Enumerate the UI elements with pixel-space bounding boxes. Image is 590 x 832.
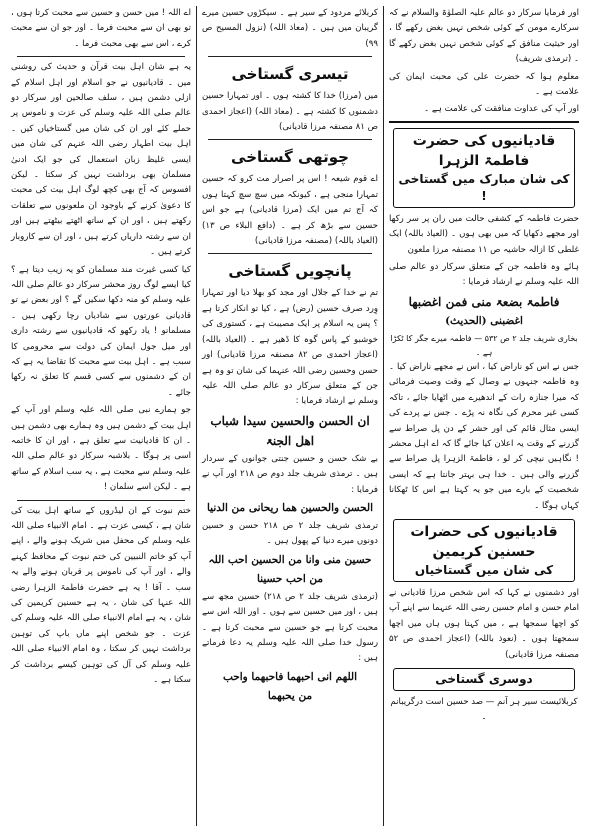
section-divider — [208, 56, 372, 57]
heading-hasnain-line2: کی شان میں گستاخیاں — [414, 562, 554, 577]
hadith-1-translation: بے شک حسن و حسین جنتی جوانوں کے سردار ہیں ۔ ترمذی شریف جلد دوم ص ۲۱۸ اور آپ نے فرمایا : — [202, 453, 378, 495]
right-column — [384, 6, 584, 826]
hadith-1-arabic: ان الحسن والحسین سیدا شباب — [210, 413, 370, 428]
left-paragraph-2: یہ ہے شان اہل بیت قرآن و حدیث کی روشنی میں ۔ قادیانیوں نے جو اسلام اور اہل اسلام کے ازلی دشمن ہیں ، سلف صالحین اور سرکار دو عالم صلی اللہ علیہ وسلم کی عزت و ناموس پر حملے کئے اور ان کی شان میں گستاخیاں کیں ۔ اہل بیت اطہار رضی اللہ عنہم کی شان میں ایسی غلیظ زبان استعمال کی جو ایک ادنیٰ مسلمان بھی برداشت نہیں کر سکتا ۔ لیکن افسوس کہ آج بھی کچھ لوگ اہل بیت کی محبت کا دعویٰ کرنے کے باوجود ان ملعونوں سے تعلقات رکھتے ہیں ، اور ان کے ساتھ اٹھتے بیٹھتے ہیں اور ان سے رشتہ داریاں کرتے ہیں ، اور ان سے کاروبار کرتے ہیں ۔ — [11, 62, 191, 258]
fatima-hadith-reference: بخاری شریف جلد ۲ ص ۵۳۲ — فاطمہ میرے جگر کا ٹکڑا ہے ۔ — [390, 333, 578, 357]
heading-third-insult: تیسری گستاخی — [231, 65, 349, 84]
hadith-2-translation: ترمذی شریف جلد ۲ ص ۲۱۸ حسن و حسین دونوں میرے دنیا کے پھول ہیں ۔ — [202, 520, 378, 547]
hadith-4b-arabic: من یحبھما — [267, 689, 313, 702]
heading-fourth-insult: چوتھی گستاخی — [231, 148, 349, 167]
fatima-paragraph-2: ہائے وہ فاطمہ جن کے متعلق سرکار دو عالم صلی اللہ علیہ وسلم نے ارشاد فرمایا : — [389, 262, 579, 288]
left-paragraph-4: جو ہمارے نبی صلی اللہ علیہ وسلم اور آپ کے اہل بیت کے دشمن ہیں وہ ہمارے بھی دشمن ہیں ۔ ان کا قادیانیت سے تعلق ہے ، اور ان کا خاتمہ اسی پر ہوگا ۔ بلاشبہ سرکار دو عالم صلی اللہ علیہ وسلم سے محبت ہے ، یہ سب اسلام کے ساتھ ہے ۔ لیکن اسے سلمان ! — [11, 405, 191, 493]
fatima-paragraph-3: جس نے اس کو ناراض کیا ، اس نے مجھے ناراض کیا ۔ وہ فاطمہ جنہوں نے وصال کے وقت وصیت فرمائی کہ میرا جنازہ رات کے اندھیرے میں اٹھایا جائے ، تاکہ کسی غیر محرم کی نگاہ نہ پڑے ۔ جس نے پردے کی ایسی مثال قائم کی اور حشر کے دن پل صراط سے گزرنے کے وقت یہ اعلان کیا جائے گا کہ اے اہل محشر ! نگاہیں نیچی کر لو ، فاطمۃ الزہرا پل صراط سے گزرنے والی ہیں ۔ خدا ہی بہتر جانتا ہے کہ ایسی شخصیت کے بارے میں جو یہ کہتا ہے اس کا ٹھکانا کہاں ہوگا ۔ — [389, 361, 579, 511]
fifth-insult-text: تم نے خدا کے جلال اور مجد کو بھلا دیا اور تمہارا وِرد صرف حسین (رض) ہے ، کیا تو انکار کرتا ہے ؟ پس یہ اسلام پر ایک مصیبت ہے ، کستوری کی خوشبو کے پاس گوہ کا ڈھیر ہے ۔ (العیاذ باللہ) (اعجاز احمدی ص ۸۲ مصنفہ مرزا قادیانی) اور حسن وحسین رضی اللہ عنہما کی شان تو وہ ہے جن کے متعلق سرکار دو عالم صلی اللہ علیہ وسلم نے ارشاد فرمایا : — [202, 288, 379, 407]
fourth-insult-text: اے قوم شیعہ ! اس پر اصرار مت کرو کہ حسین تمہارا منجی ہے ، کیونکہ میں سچ سچ کہتا ہوں کہ آج تم میں ایک (مرزا قادیانی) ہے جو اس حسین سے بڑھ کر ہے ۔ (دافع البلاء ص ۱۳) (العیاذ باللہ) (مصنفہ مرزا قادیانی) — [202, 174, 378, 247]
hasnain-paragraph: اور دشمنوں نے کہا کہ اس شخص مرزا قادیانی نے امام حسن و امام حسین رضی اللہ عنہما سے اپنے آپ کو اچھا سمجھا ہے ، میں کہتا ہوں ہاں میں اچھا سمجھتا ہوں ۔ (نعوذ باللہ) (اعجاز احمدی ص ۵۲ مصنفہ مرزا قادیانی) — [389, 587, 579, 660]
fatima-hadith-arabic-2: اغضبنی (الحدیث) — [445, 314, 523, 327]
left-paragraph-3: کیا کسی غیرت مند مسلمان کو یہ زیب دیتا ہے ؟ کیا ایسے لوگ روز محشر سرکار دو عالم صلی اللہ علیہ وسلم کو منہ دکھا سکیں گے ؟ اور بعض نے تو قادیانی عورتوں سے شادیاں رچا رکھی ہیں ۔ مسلمانو ! یاد رکھو کہ قادیانیوں سے رشتہ داری اور میل جول ایمان کی دولت سے محرومی کا سبب ہے ۔ اہل بیت سے محبت کا تقاضا یہ ہے کہ ان کے دشمنوں سے کسی قسم کا تعلق نہ رکھا جائے ۔ — [11, 264, 191, 398]
section-divider — [389, 121, 579, 123]
heading-second-insult: دوسری گستاخی — [393, 668, 575, 691]
left-paragraph-5: ختم نبوت کے ان لیڈروں کے ساتھ اہل بیت کی شان ہے ، کیسی عزت ہے ۔ امام الانبیاء صلی اللہ علیہ وسلم کی محفل میں شریک ہونے والے ، اپنے آپ کو خاتم النبیین کی ختم نبوت کے محافظ کہنے والے ، اور آپ کی ناموس پر قربان ہونے والے یہ سب ۔ آقا ! یہ ہے حضرت فاطمۃ الزہرا رضی اللہ عنہا کی شان ، یہ ہے حسنین کریمین کی شان ، یہ ہے امام الانبیاء صلی اللہ علیہ وسلم کی عزت ۔ جو شخص اپنے ماں باپ کی توہین برداشت نہیں کر سکتا ، وہ امام الانبیاء صلی اللہ علیہ وسلم کی آل کی توہین کیسے برداشت کر سکتا ہے ۔ — [11, 505, 191, 686]
heading-fatima-line1: قادیانیوں کی حضرت فاطمۃ الزہرا — [412, 132, 556, 169]
hadith-3-translation: (ترمذی شریف جلد ۲ ص ۲۱۸) حسین مجھ سے ہیں ، اور میں حسین سے ہوں ۔ اور اللہ اس سے محبت کرتا ہے جو حسین سے محبت کرتا ہے ۔ رسول خدا صلی اللہ علیہ وسلم یہ دعا فرماتے ہیں : — [202, 591, 378, 664]
hadith-3b-arabic: من احب حسینا — [256, 572, 324, 585]
section-divider — [17, 56, 185, 57]
hadith-2-arabic: الحسن والحسین ھما ریحانی من الدنیا — [206, 501, 373, 514]
heading-fatima-line2: کی شان مبارک میں گستاخی ! — [398, 171, 570, 203]
fatima-hadith-arabic: فاطمۃ بضعۃ منی فمن اغضبھا — [408, 294, 560, 309]
heading-hasnain-line1: قادیانیوں کی حضرات حسنین کریمین — [410, 523, 558, 560]
hadith-1b-arabic: اھل الجنۃ — [265, 433, 315, 448]
heading-hasnain — [393, 519, 575, 582]
hadith-4-arabic: اللھم انی احبھما فاحبھما واحب — [222, 670, 358, 683]
second-insult-text: کربلائیست سیر ہر آنم — صد حسین است درگریبانم ۔ — [390, 696, 578, 723]
intro-paragraph-1: اور فرمایا سرکار دو عالم علیہ الصلوٰۃ والسلام نے کہ سرکارے مومن کے کوئی شخص نہیں بغض رکھے گا ، اور حیثیت منافق کے کوئی شخص نہیں بغض رکھے گا ۔ (ترمذی شریف) — [389, 8, 579, 65]
intro-paragraph-2: معلوم ہوا کہ حضرت علی کی محبت ایمان کی علامت ہے ۔ — [389, 71, 579, 98]
section-divider — [208, 139, 372, 140]
heading-fifth-insult: پانچویں گستاخی — [228, 262, 352, 281]
section-divider — [17, 500, 185, 501]
section-divider — [208, 253, 372, 254]
fatima-paragraph-1: حضرت فاطمہ کے کشفی حالت میں ران پر سر رکھا اور مجھے دکھایا کہ میں بھی ہوں ۔ (العیاذ باللہ) ایک غلطی کا ازالہ حاشیہ ص ۱۱ مصنفہ مرزا ملعون — [389, 213, 579, 255]
left-paragraph-1: اے اللہ ! میں حسن و حسین سے محبت کرتا ہوں ، تو بھی ان سے محبت فرما ۔ اور جو ان سے محبت کرے ، اس سے بھی محبت فرما ۔ — [11, 8, 191, 49]
left-column — [6, 6, 196, 826]
hadith-3-arabic: حسین منی وانا من الحسین احب اللہ — [208, 553, 372, 566]
middle-column — [196, 6, 384, 826]
heading-fatima — [393, 128, 575, 208]
third-insult-text: میں (مرزا) خدا کا کشتہ ہوں ۔ اور تمہارا حسین دشمنوں کا کشتہ ہے ۔ (معاذ اللہ) (اعجاز احمدی ص ۸۱ مصنفہ مرزا قادیانی) — [202, 91, 378, 133]
middle-top-paragraph: کربلائے مردود کے سیر ہے ۔ سیکڑوں حسین میرے گریبان میں ہیں ۔ (معاذ اللہ) (نزول المسیح ص ۹۹) — [202, 8, 378, 49]
intro-paragraph-3: اور آپ کی عداوت منافقت کی علامت ہے ۔ — [424, 104, 579, 115]
